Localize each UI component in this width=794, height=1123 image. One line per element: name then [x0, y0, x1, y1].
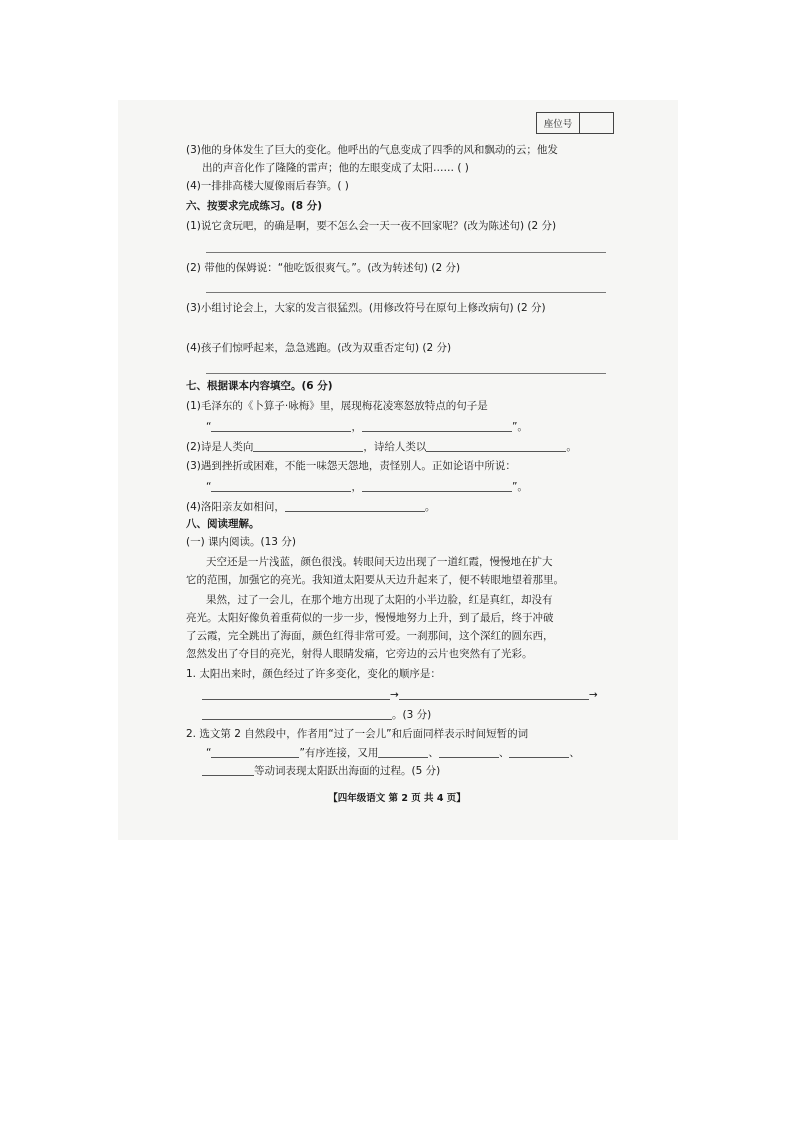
- s7-q1-blank-2[interactable]: [362, 420, 512, 432]
- s8-q2-blank-2[interactable]: [378, 746, 428, 758]
- dun-mark: 、: [569, 747, 580, 759]
- passage-p1-l2: 它的范围，加强它的亮光。我知道太阳要从天边升起来了，便不转眼地望着那里。: [186, 574, 564, 586]
- s7-q4-text: (4)洛阳亲友如相问，: [186, 501, 285, 513]
- passage-p2-l3: 了云霞，完全跳出了海面，颜色红得非常可爱。一刹那间，这个深红的圆东西，: [186, 630, 554, 642]
- s7-q2-text-b: ，诗给人类以: [363, 441, 427, 453]
- close-quote: ”。: [511, 481, 528, 493]
- arrow-icon: →: [390, 689, 399, 701]
- section6-title: 六、按要求完成练习。(8 分): [186, 200, 323, 212]
- s7-q4: [186, 500, 435, 515]
- arrow-icon: →: [588, 689, 598, 701]
- s8-subtitle: (一) 课内阅读。(13 分): [186, 536, 296, 548]
- s7-q2-blank-2[interactable]: [426, 440, 566, 452]
- s7-q3: (3)遇到挫折或困难，不能一味怨天怨地，责怪别人。正如论语中所说：: [186, 460, 516, 472]
- section7-title: 七、根据课本内容填空。(6 分): [186, 380, 333, 392]
- s6-q4-answer-line[interactable]: [206, 373, 606, 374]
- comma: ，: [351, 421, 362, 433]
- passage-p1-l1: 天空还是一片浅蓝，颜色很浅。转眼间天边出现了一道红霞，慢慢地在扩大: [206, 556, 553, 568]
- s7-q1: (1)毛泽东的《卜算子·咏梅》里，展现梅花凌寒怒放特点的句子是: [186, 400, 488, 412]
- s7-q2-text-a: (2)诗是人类向: [186, 441, 254, 453]
- s6-q2-answer-line[interactable]: [206, 292, 606, 293]
- s8-q1-blank-2[interactable]: [399, 688, 589, 700]
- s8-q1-blank-1[interactable]: [202, 688, 390, 700]
- s8-q2-text-end: 等动词表现太阳跃出海面的过程。(5 分): [254, 765, 441, 777]
- open-quote: “: [206, 421, 212, 433]
- s8-q2-line1: 2. 选文第 2 自然段中，作者用“过了一会儿”和后面同样表示时间短暂的词: [186, 728, 529, 740]
- passage-p2-l4: 忽然发出了夺目的亮光，射得人眼睛发痛，它旁边的云片也突然有了光彩。: [186, 648, 533, 660]
- s8-q2-line3: [202, 764, 440, 779]
- s6-q2: (2) 带他的保姆说：“他吃饭很爽气。”。(改为转述句) (2 分): [186, 262, 461, 274]
- s8-q2-line2: [206, 746, 580, 761]
- s6-q4: (4)孩子们惊呼起来，急急逃跑。(改为双重否定句) (2 分): [186, 342, 452, 354]
- dun-mark: 、: [428, 747, 439, 759]
- s8-q1-score: 。(3 分): [392, 709, 432, 721]
- s8-q2-blank-5[interactable]: [202, 764, 254, 776]
- s8-q1-blanks-row2: [202, 708, 431, 723]
- period: 。: [424, 501, 436, 513]
- s6-q3: (3)小组讨论会上，大家的发言很猛烈。(用修改符号在原句上修改病句) (2 分): [186, 302, 546, 314]
- s8-q1-blank-3[interactable]: [202, 708, 392, 720]
- s7-q3-blanks: [206, 480, 528, 495]
- s8-q2-blank-3[interactable]: [439, 746, 499, 758]
- s8-q1-blanks-row1: [202, 688, 598, 703]
- section8-title: 八、阅读理解。: [186, 518, 260, 530]
- s8-q2-text: ”有序连接，又用: [299, 747, 379, 759]
- s8-q2-blank-4[interactable]: [509, 746, 569, 758]
- s7-q3-blank-2[interactable]: [362, 480, 512, 492]
- seat-label: 座位号: [537, 113, 580, 133]
- s6-q1-answer-line[interactable]: [206, 252, 606, 253]
- s7-q1-blank-1[interactable]: [211, 420, 351, 432]
- open-quote: “: [206, 481, 212, 493]
- s7-q4-blank[interactable]: [285, 500, 425, 512]
- s7-q3-blank-1[interactable]: [211, 480, 351, 492]
- s7-q2: [186, 440, 577, 455]
- s5-line-3: (4)一排排高楼大厦像雨后春笋。( ): [186, 180, 349, 192]
- s7-q2-blank-1[interactable]: [253, 440, 363, 452]
- comma: ，: [351, 481, 362, 493]
- open-quote: “: [206, 747, 212, 759]
- s8-q1: 1. 太阳出来时，颜色经过了许多变化，变化的顺序是：: [186, 668, 441, 680]
- seat-number-box: [536, 112, 614, 134]
- seat-input-box[interactable]: [580, 113, 613, 133]
- dun-mark: 、: [498, 747, 510, 759]
- s5-line-2: 出的声音化作了隆隆的雷声；他的左眼变成了太阳…… ( ): [202, 162, 469, 174]
- s6-q1: (1)说它贪玩吧，的确是啊，要不怎么会一天一夜不回家呢？(改为陈述句) (2 分): [186, 220, 557, 232]
- close-quote: ”。: [511, 421, 528, 433]
- s8-q2-blank-1[interactable]: [211, 746, 299, 758]
- s5-line-1: (3)他的身体发生了巨大的变化。他呼出的气息变成了四季的风和飘动的云；他发: [186, 144, 558, 156]
- period: 。: [566, 441, 577, 453]
- passage-p2-l2: 亮光。太阳好像负着重荷似的一步一步，慢慢地努力上升，到了最后，终于冲破: [186, 612, 554, 624]
- passage-p2-l1: 果然，过了一会儿，在那个地方出现了太阳的小半边脸，红是真红，却没有: [206, 594, 553, 606]
- page-footer: 【四年级语文 第 2 页 共 4 页】: [328, 793, 466, 804]
- s7-q1-blanks: [206, 420, 528, 435]
